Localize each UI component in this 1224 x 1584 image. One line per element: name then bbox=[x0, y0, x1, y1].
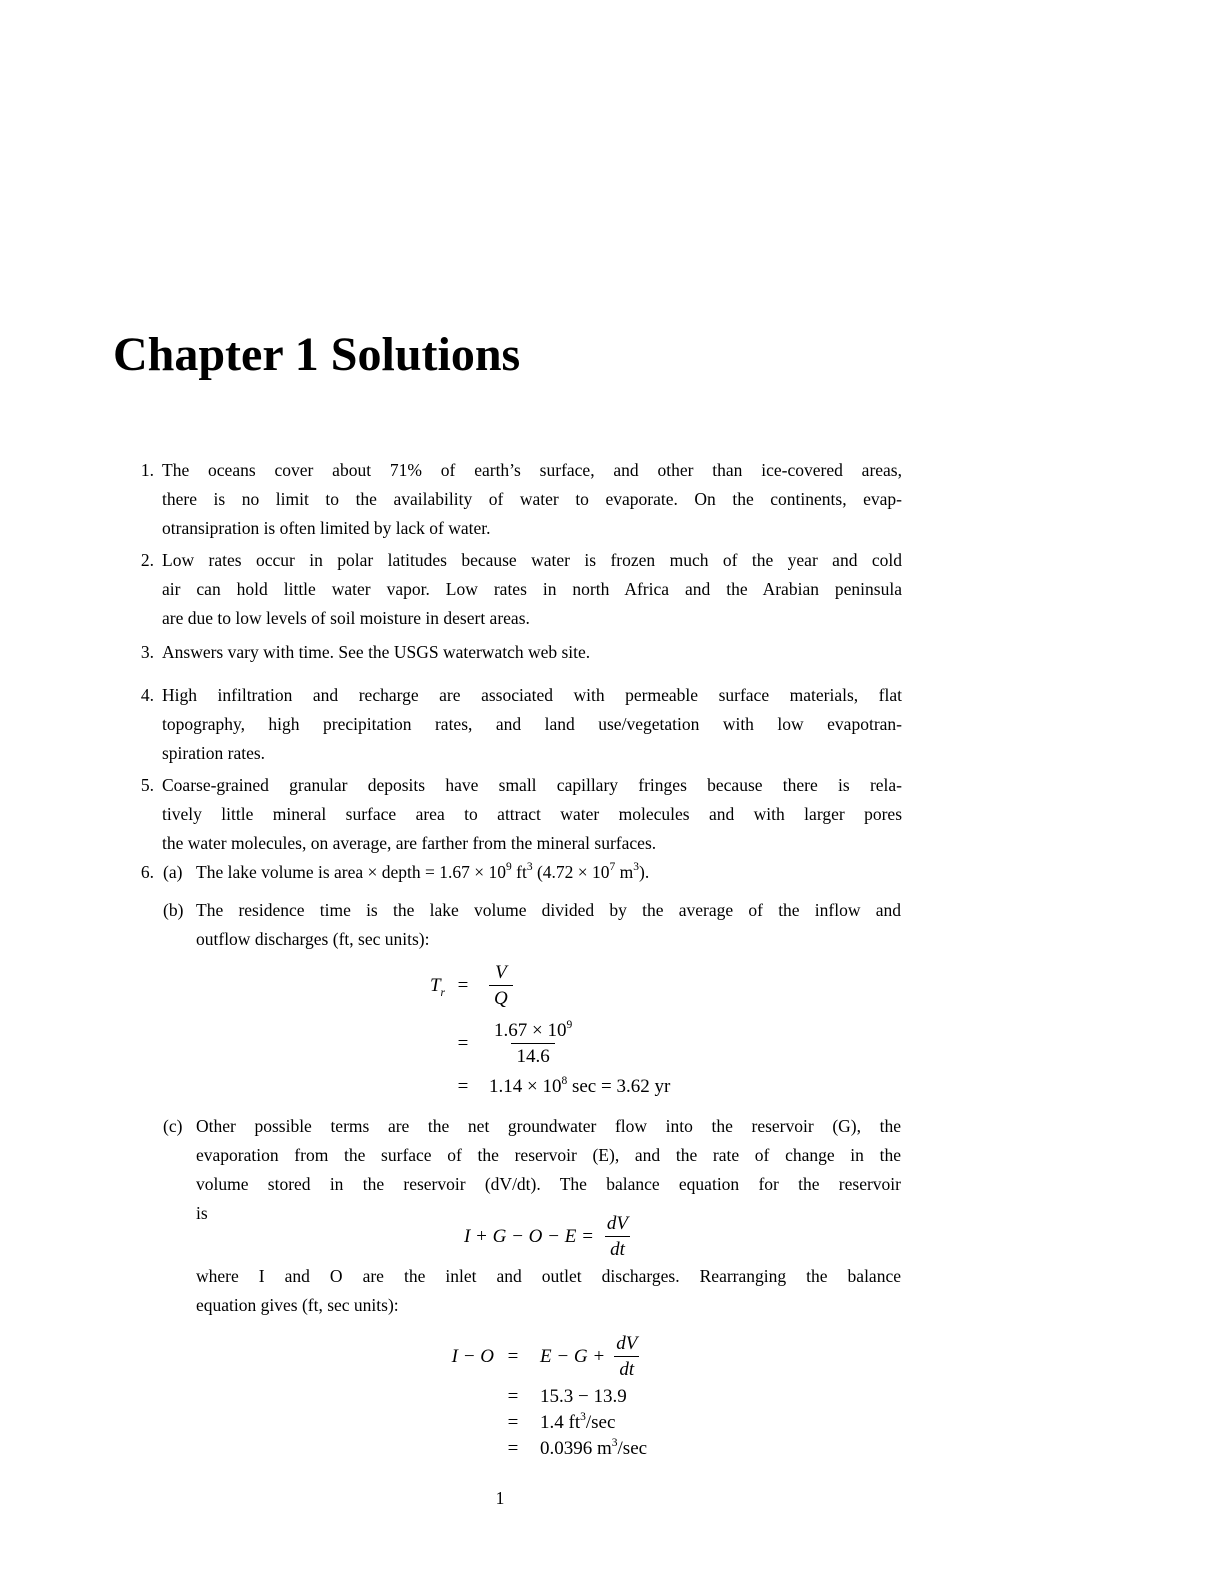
equation-inlet-outlet bbox=[428, 1331, 647, 1464]
text-line: The lake volume is area × depth = $1.67 \times 10^9$ $ft^3$ ($4.72 \times 10^7$ $m^3$). bbox=[196, 861, 650, 882]
text-line: equation gives (ft, sec units): bbox=[196, 1295, 399, 1315]
equation-row bbox=[428, 1386, 647, 1408]
math-rhs bbox=[532, 1412, 615, 1434]
page-number: 1 bbox=[495, 1488, 505, 1508]
fraction: $\frac{dV}{dt}$ bbox=[606, 1213, 629, 1260]
list-number-5: 5. bbox=[140, 775, 154, 795]
text-line: tively little mineral surface area to attract water molecules and with larger pores bbox=[162, 804, 902, 824]
text-line: Answers vary with time. See the USGS waterwatch web site. bbox=[162, 642, 591, 662]
equals-sign: = bbox=[457, 974, 469, 996]
list-number-4: 4. bbox=[140, 685, 154, 705]
math-expression: 1.4 $ft^3/\sec$ bbox=[540, 1410, 616, 1433]
math-rhs bbox=[481, 960, 513, 1011]
text-line: the water molecules, on average, are farther from the mineral surfaces. bbox=[162, 833, 657, 853]
math-rhs bbox=[481, 1076, 670, 1098]
list-item-2 bbox=[162, 546, 902, 633]
math-rhs bbox=[481, 1018, 577, 1069]
text-line: The residence time is the lake volume divided by the average of the inflow and bbox=[196, 900, 901, 920]
math-expression: $1.14 \times 10^8$ sec = 3.62 yr bbox=[489, 1074, 671, 1097]
equation-row bbox=[403, 1076, 670, 1098]
math-rhs bbox=[532, 1386, 627, 1408]
sub-item-label-a: (a) bbox=[163, 862, 183, 882]
list-item-5 bbox=[162, 771, 902, 858]
list-item-3 bbox=[162, 638, 902, 667]
text-line: Other possible terms are the net groundwater flow into the reservoir (G), the bbox=[196, 1116, 901, 1136]
text-line: outflow discharges (ft, sec units): bbox=[196, 929, 430, 949]
equation-row bbox=[403, 960, 670, 1011]
fraction: $\frac{V}{Q}$ bbox=[489, 960, 513, 1011]
text-line: where I and O are the inlet and outlet discharges. Rearranging the balance bbox=[196, 1266, 901, 1286]
page-title: Chapter 1 Solutions bbox=[113, 328, 521, 381]
math-lhs: I − O bbox=[451, 1345, 494, 1367]
equation-residence-time bbox=[403, 960, 670, 1105]
equals-sign: = bbox=[457, 1076, 469, 1097]
equals-sign: = bbox=[507, 1345, 519, 1367]
text-line: topography, high precipitation rates, and land use/vegetation with low evapotran- bbox=[162, 714, 902, 734]
list-item-1 bbox=[162, 456, 902, 543]
list-item-4 bbox=[162, 681, 902, 768]
equals-sign: = bbox=[507, 1386, 519, 1407]
sub-item-label-b: (b) bbox=[163, 900, 184, 920]
math-expression: 15.3 − 13.9 bbox=[540, 1386, 627, 1407]
equation-row bbox=[428, 1438, 647, 1460]
text-line: Coarse-grained granular deposits have small capillary fringes because there is rela- bbox=[162, 775, 902, 795]
equation-balance bbox=[196, 1211, 901, 1262]
math-rhs bbox=[532, 1438, 647, 1460]
text-line: spiration rates. bbox=[162, 743, 266, 763]
fraction: $\frac{dV}{dt}$ bbox=[616, 1333, 638, 1380]
text-line: there is no limit to the availability of water to evaporate. On the continents, evap- bbox=[162, 489, 902, 509]
list-number-1: 1. bbox=[140, 460, 154, 480]
equation-row bbox=[403, 1018, 670, 1069]
text-line: evaporation from the surface of the reservoir (E), and the rate of change in the bbox=[196, 1145, 901, 1165]
math-expression: E − G + bbox=[540, 1345, 606, 1367]
text-line: volume stored in the reservoir (dV/dt). The balance equation for the reservoir bbox=[196, 1174, 901, 1194]
equals-sign: = bbox=[507, 1412, 519, 1433]
list-number-3: 3. bbox=[140, 642, 154, 662]
fraction: $\frac{1.67 \times 10^9}{14.6}$ bbox=[494, 1018, 573, 1067]
list-number-2: 2. bbox=[140, 550, 154, 570]
text-line: Low rates occur in polar latitudes because water is frozen much of the year and cold bbox=[162, 550, 902, 570]
text-line: otransipration is often limited by lack of water. bbox=[162, 518, 491, 538]
math-lhs: $T_r$ bbox=[429, 974, 445, 999]
equals-sign: = bbox=[507, 1438, 519, 1459]
math-expression: 0.0396 $m^3/\sec$ bbox=[540, 1436, 648, 1459]
math-rhs bbox=[532, 1331, 642, 1382]
sub-item-b bbox=[196, 896, 901, 954]
math-lhs: I + G − O − E = bbox=[463, 1225, 594, 1247]
paragraph-where bbox=[196, 1262, 901, 1320]
equation-row bbox=[428, 1331, 647, 1382]
text-line: The oceans cover about 71% of earth’s surface, and other than ice-covered areas, bbox=[162, 460, 902, 480]
text-line: is bbox=[196, 1203, 208, 1223]
text-line: High infiltration and recharge are associated with permeable surface materials, flat bbox=[162, 685, 902, 705]
equation-row bbox=[428, 1412, 647, 1434]
text-line: are due to low levels of soil moisture in desert areas. bbox=[162, 608, 530, 628]
equals-sign: = bbox=[457, 1032, 469, 1054]
sub-item-label-c: (c) bbox=[163, 1116, 183, 1136]
list-number-6: 6. bbox=[140, 862, 154, 882]
text-line: air can hold little water vapor. Low rates in north Africa and the Arabian peninsula bbox=[162, 579, 902, 599]
sub-item-a bbox=[196, 858, 901, 887]
